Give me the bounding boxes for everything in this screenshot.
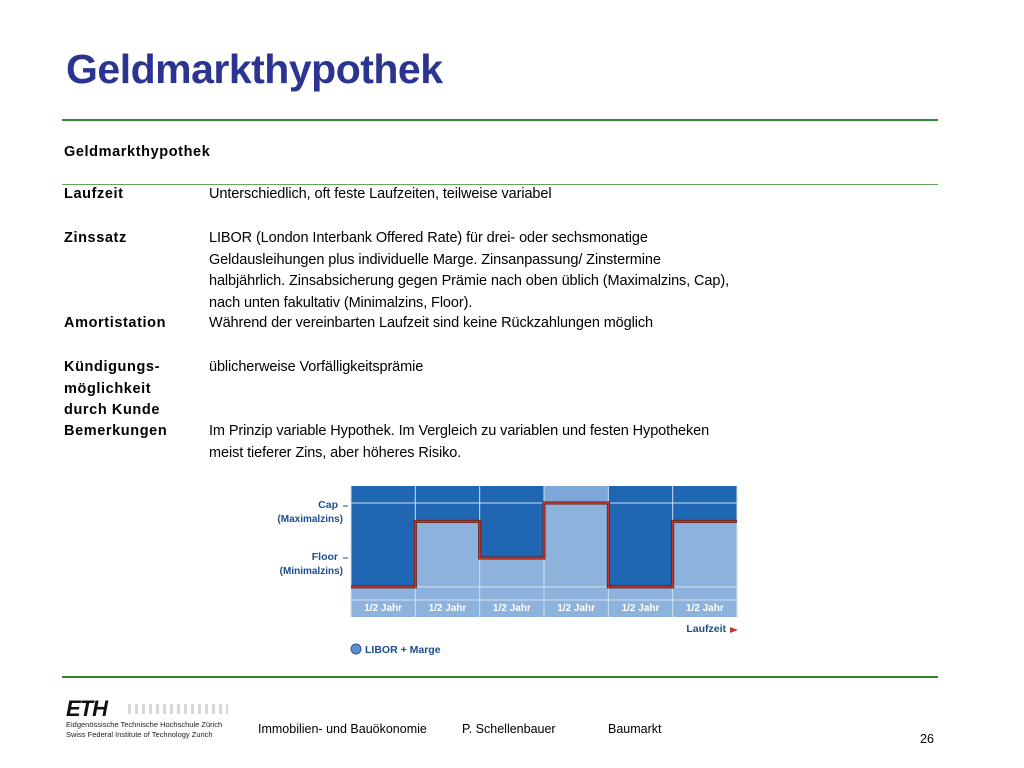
- row-label-bemerkungen: Bemerkungen: [64, 423, 168, 439]
- row-value-bemerkungen: Im Prinzip variable Hypothek. Im Vergleich zu variablen und festen Hypotheken meist tieferer Zins, aber höheres Risiko.: [209, 423, 710, 461]
- chart-column-fill-4: [608, 587, 672, 600]
- row-label-zinssatz: Zinssatz: [64, 230, 127, 246]
- chart-x-tick-label-5: 1/2 Jahr: [685, 603, 724, 614]
- row-label-kuendigung: Kündigungs-möglichkeit durch Kunde: [64, 359, 161, 418]
- chart-x-tick-label-1: 1/2 Jahr: [428, 603, 467, 614]
- chart-column-fill-3: [544, 503, 608, 600]
- row-label-amortisation: Amortistation: [64, 315, 167, 331]
- eth-logo-line1: Eidgenössische Technische Hochschule Zürich: [66, 720, 223, 729]
- row-value-laufzeit: Unterschiedlich, oft feste Laufzeiten, teilweise variabel: [209, 186, 552, 202]
- section-heading: Geldmarkthypothek: [64, 144, 211, 160]
- eth-logo-line2: Swiss Federal Institute of Technology Zurich: [66, 730, 213, 739]
- x-axis-arrow-icon: [730, 627, 738, 633]
- chart-column-fill-0: [351, 587, 415, 600]
- chart-column-fill-2: [480, 558, 544, 600]
- eth-logo-text: ETH: [66, 696, 107, 721]
- footer-course: Immobilien- und Bauökonomie: [258, 722, 427, 736]
- slide-title: Geldmarkthypothek: [66, 46, 443, 92]
- floor-sublabel: (Minimalzins): [279, 566, 343, 577]
- legend-bullet-icon: [351, 644, 361, 654]
- legend-label: LIBOR + Marge: [365, 644, 441, 656]
- x-axis-label: Laufzeit: [686, 623, 726, 635]
- footer-author: P. Schellenbauer: [462, 722, 556, 736]
- cap-sublabel: (Maximalzins): [277, 514, 343, 525]
- bottom-divider: [62, 676, 938, 678]
- row-value-amortisation: Während der vereinbarten Laufzeit sind keine Rückzahlungen möglich: [209, 315, 653, 331]
- chart-column-fill-1: [415, 521, 479, 600]
- row-value-zinssatz: LIBOR (London Interbank Offered Rate) für drei- oder sechsmonatige Geldausleihungen plus individuelle Marge. Zinsanpassung/ Zinstermine halbjährlich. Zinsabsicherung gegen Prämie nach oben üblich (Maximalzins, Cap), nach unten fakultativ (Minimalzins, Floor).: [209, 230, 730, 311]
- chart-x-tick-label-0: 1/2 Jahr: [364, 603, 403, 614]
- libor-step-chart: [250, 486, 750, 666]
- floor-label: Floor: [311, 551, 338, 563]
- eth-logo: [66, 696, 236, 746]
- row-value-kuendigung: üblicherweise Vorfälligkeitsprämie: [209, 359, 424, 375]
- logo-dots: [128, 704, 228, 714]
- top-divider: [62, 119, 938, 121]
- page-number: 26: [920, 732, 934, 746]
- cap-label: Cap: [318, 499, 338, 511]
- chart-column-fill-5: [673, 521, 737, 600]
- chart-x-tick-label-3: 1/2 Jahr: [557, 603, 596, 614]
- chart-column-capzone-3: [544, 486, 608, 503]
- row-label-laufzeit: Laufzeit: [64, 186, 124, 202]
- chart-x-tick-label-2: 1/2 Jahr: [492, 603, 531, 614]
- footer-topic: Baumarkt: [608, 722, 662, 736]
- chart-x-tick-label-4: 1/2 Jahr: [621, 603, 660, 614]
